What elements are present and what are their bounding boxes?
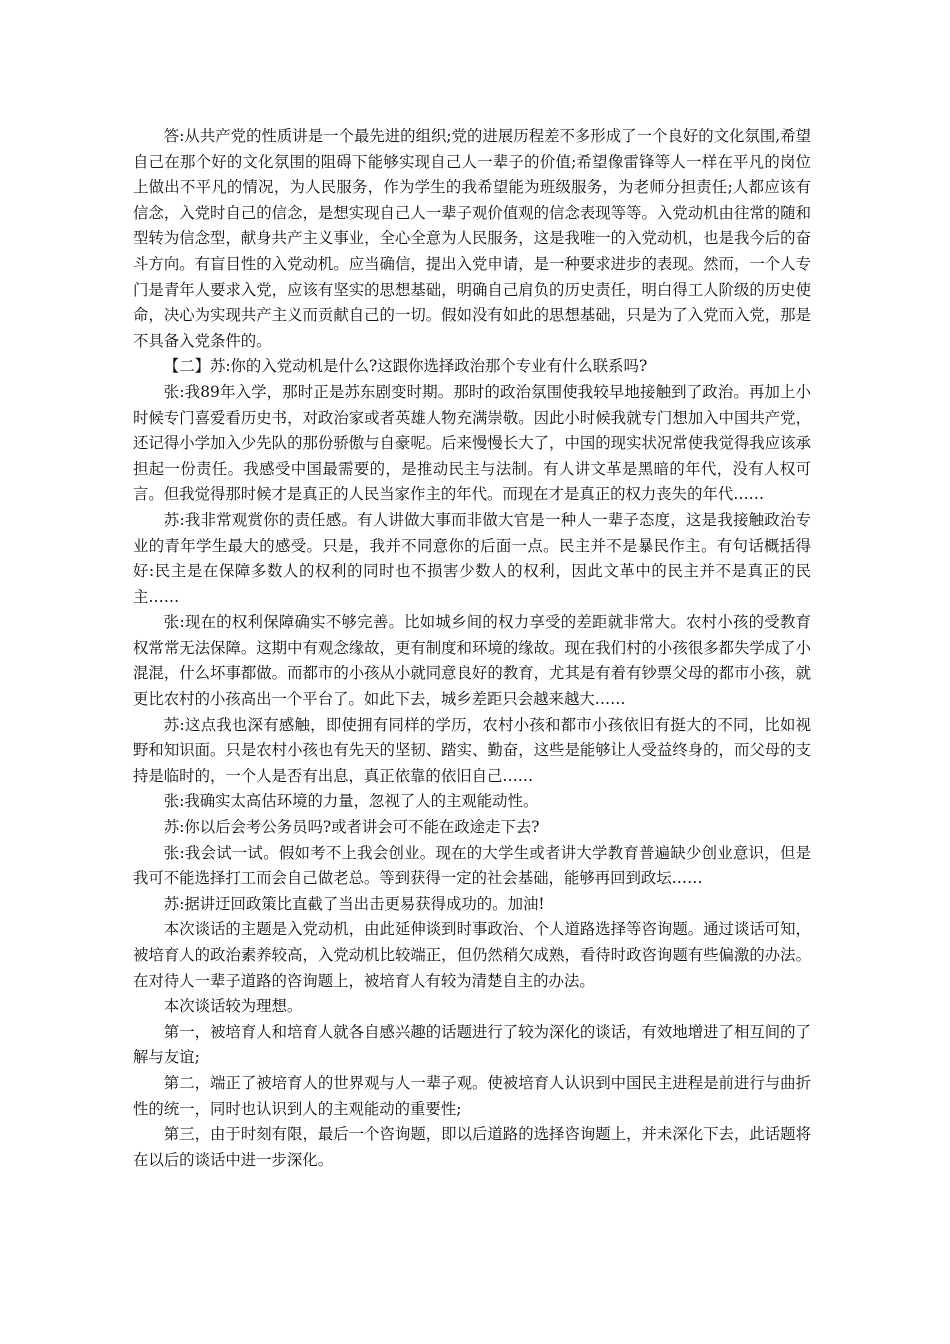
paragraph-point-first: 第一，被培育人和培育人就各自感兴趣的话题进行了较为深化的谈话，有效地增进了相互间的了解与友谊;: [133, 1022, 811, 1067]
paragraph-summary: 本次谈话的主题是入党动机，由此延伸谈到时事政治、个人道路选择等咨询题。通过谈话可知，被培育人的政治素养较高，入党动机比较端正，但仍然稍欠成熟，看待时政咨询题有些偏激的办法。在对待人一辈子道路的咨询题上，被培育人有较为清楚自主的办法。: [133, 920, 811, 990]
paragraph-dialogue: 张:我89年入学，那时正是苏东剧变时期。那时的政治氛围使我较早地接触到了政治。再加上小时候专门喜爱看历史书，对政治家或者英雄人物充满崇敬。因此小时候我就专门想加入中国共产党，还记得小学加入少先队的那份骄傲与自豪呢。后来慢慢长大了，中国的现实状况常使我觉得我应该承担起一份责任。我感受中国最需要的，是推动民主与法制。有人讲文革是黑暗的年代，没有人权可言。但我觉得那时候才是真正的人民当家作主的年代。而现在才是真正的权力丧失的年代……: [133, 382, 811, 504]
document-body: [133, 124, 811, 1173]
paragraph-summary: 本次谈话较为理想。: [163, 997, 303, 1016]
paragraph-point-third: 第三，由于时刻有限，最后一个咨询题，即以后道路的选择咨询题上，并未深化下去，此话题将在以后的谈话中进一步深化。: [133, 1125, 811, 1169]
paragraph-dialogue: 苏:据讲迂回政策比直截了当出击更易获得成功的。加油!: [163, 894, 545, 913]
paragraph-dialogue: 张:现在的权利保障确实不够完善。比如城乡间的权力享受的差距就非常大。农村小孩的受教育权常常无法保障。这期中有观念缘故，更有制度和环境的缘故。现在我们村的小孩很多都失学成了小混混，什么坏事都做。而都市的小孩从小就同意良好的教育，尤其是有着有钞票父母的都市小孩，就更比农村的小孩高出一个平台了。如此下去，城乡差距只会越来越大……: [133, 613, 811, 709]
paragraph-dialogue: 苏:这点我也深有感触，即使拥有同样的学历，农村小孩和都市小孩依旧有挺大的不同，比如视野和知识面。只是农村小孩也有先天的坚韧、踏实、勤奋，这些是能够让人受益终身的，而父母的支持是临时的，一个人是否有出息，真正依靠的依旧自己……: [133, 715, 811, 785]
paragraph-dialogue: 苏:你以后会考公务员吗?或者讲会可不能在政途走下去?: [163, 818, 540, 837]
paragraph-point-second: 第二，端正了被培育人的世界观与人一辈子观。使被培育人认识到中国民主进程是前进行与曲折性的统一，同时也认识到人的主观能动的重要性;: [133, 1073, 811, 1118]
paragraph-dialogue: 张:我确实太高估环境的力量，忽视了人的主观能动性。: [163, 792, 539, 811]
paragraph-section-heading: 【二】苏:你的入党动机是什么?这跟你选择政治那个专业有什么联系吗?: [163, 357, 648, 376]
paragraph-dialogue: 苏:我非常观赏你的责任感。有人讲做大事而非做大官是一种人一辈子态度，这是我接触政治专业的青年学生最大的感受。只是，我并不同意你的后面一点。民主并不是暴民作主。有句话概括得好:民主是在保障多数人的权利的同时也不损害少数人的权利，因此文革中的民主并不是真正的民主……: [133, 510, 811, 606]
paragraph-answer: 答:从共产党的性质讲是一个最先进的组织;党的进展历程差不多形成了一个良好的文化氛围,希望自己在那个好的文化氛围的阻碍下能够实现自己人一辈子的价值;希望像雷锋等人一样在平凡的岗位上做出不平凡的情况，为人民服务，作为学生的我希望能为班级服务，为老师分担责任;人都应该有信念，入党时自己的信念，是想实现自己人一辈子观价值观的信念表现等等。入党动机由往常的随和型转为信念型，献身共产主义事业，全心全意为人民服务，这是我唯一的入党动机，也是我今后的奋斗方向。有盲目性的入党动机。应当确信，提出入党申请，是一种要求进步的表现。然而，一个人专门是青年人要求入党，应该有坚实的思想基础，明确自己肩负的历史责任，明白得工人阶级的历史使命，决心为实现共产主义而贡献自己的一切。假如没有如此的思想基础，只是为了入党而入党，那是不具备入党条件的。: [133, 127, 811, 350]
paragraph-dialogue: 张:我会试一试。假如考不上我会创业。现在的大学生或者讲大学教育普遍缺少创业意识，但是我可不能选择打工而会自己做老总。等到获得一定的社会基础，能够再回到政坛……: [133, 843, 811, 888]
